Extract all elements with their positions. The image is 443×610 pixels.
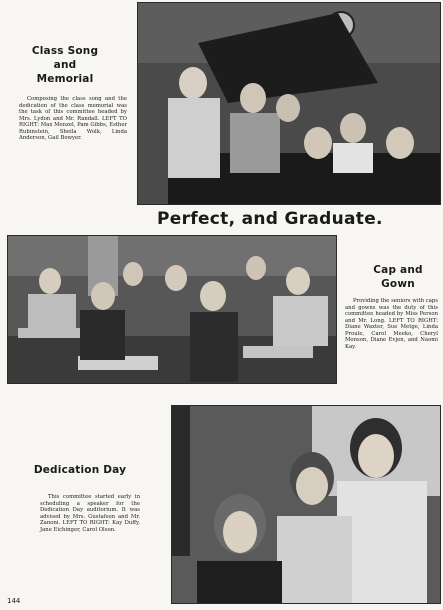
dedication-day-photo [172,406,440,603]
cap-and-gown-caption: Providing the seniors with caps and gowns was the duty of this committee headed by Miss Person and Mr. Long. LEFT TO RIGHT: Diane Waxter, Sue Metge, Linda Proule, Carol Meeko, Cheryl Monson, Diane Evjen, and Naomi Kay. [345,298,438,350]
class-song-heading [15,44,115,86]
dedication-day-caption: This committee started early in scheduling a speaker for the Dedication Day auditorium. It was advised by Mrs. Gustafson and Mr. Zanoni. LEFT TO RIGHT: Kay Duffy, Jane Eichinger, Carol Olson. [40,494,140,533]
class-song-heading-line-2: and [53,59,77,71]
cap-and-gown-heading [355,263,441,291]
cap-and-gown-heading-line-1: Cap and [373,264,423,276]
dedication-day-heading-line-1: Dedication Day [33,464,127,476]
cap-and-gown-photo [8,236,336,383]
page-number: 144 [7,597,21,605]
cap-and-gown-heading-line-2: Gown [381,278,415,290]
page-headline: Perfect, and Graduate. [157,209,383,229]
class-song-heading-line-3: Memorial [36,73,94,85]
dedication-day-heading [15,463,145,477]
class-song-photo [138,3,440,204]
class-song-caption: Composing the class song and the dedication of the class memorial was the task of this committee headed by Mrs. Lydon and Mr. Randall. LEFT TO RIGHT: Max Menzel, Pam Gibbs, Esther Rubinstein, Sheila Wolk, Linda Anderson, Gail Bowyer. [19,96,127,141]
class-song-heading-line-1: Class Song [31,45,99,57]
